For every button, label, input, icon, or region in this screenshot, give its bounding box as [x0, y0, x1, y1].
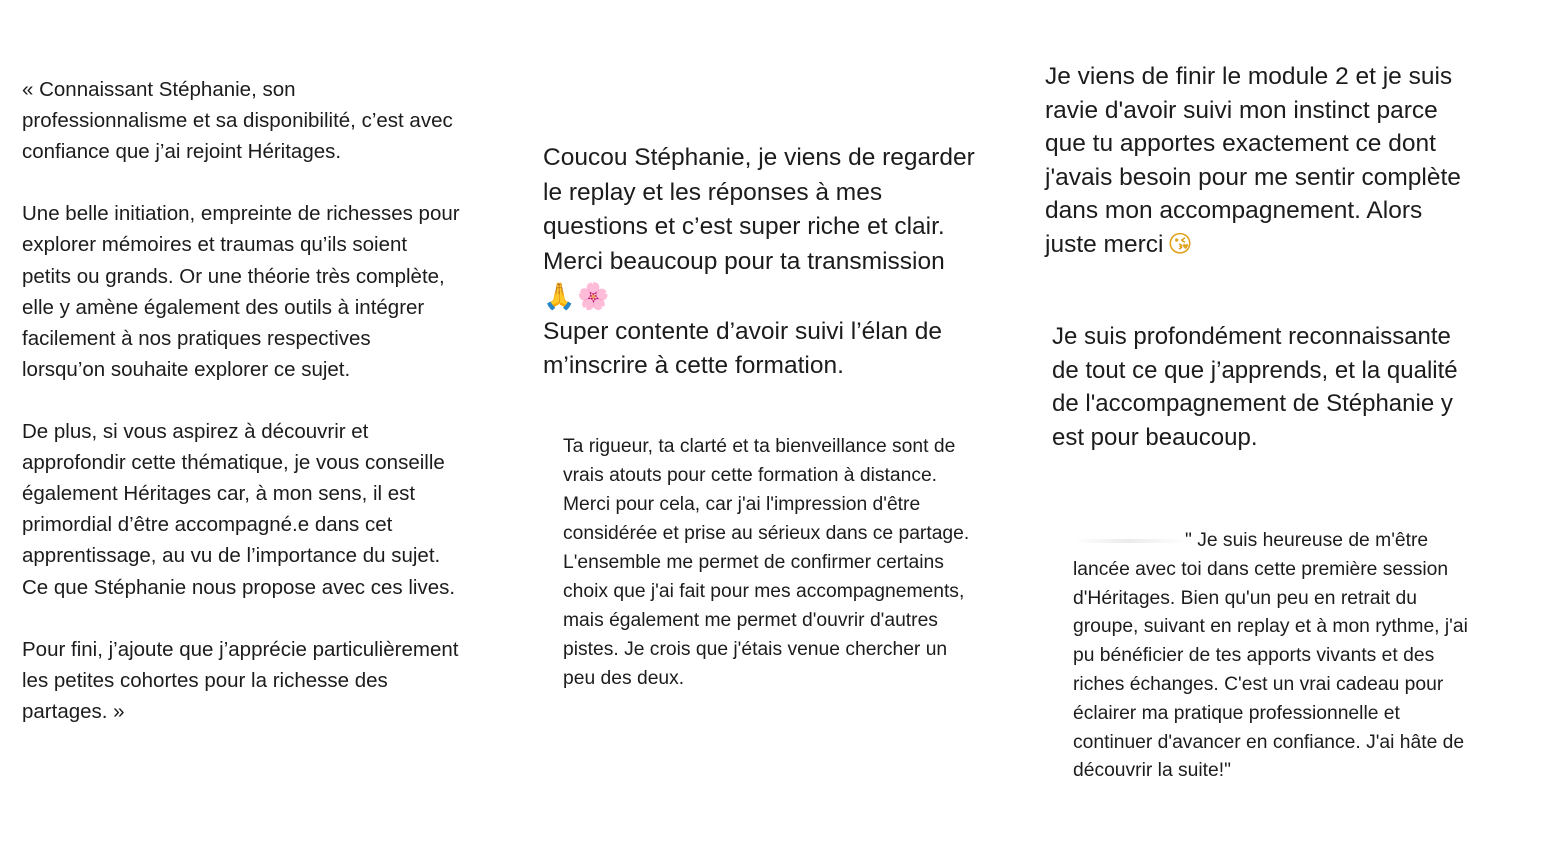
prayer-flower-icon: 🙏🌸 — [543, 281, 612, 312]
redacted-name — [1073, 539, 1185, 543]
testimonial-2-text-end: Super contente d’avoir suivi l’élan de m’inscrire à cette formation. — [543, 317, 943, 380]
testimonial-5 — [1052, 320, 1492, 454]
testimonial-1-paragraph: De plus, si vous aspirez à découvrir et approfondir cette thématique, je vous conseille également Héritages car, à mon sens, il est primordial d’être accompagné.e dans cet apprentissage, au vu de l’importance du sujet. Ce que Stéphanie nous propose avec ces lives. — [22, 420, 456, 599]
testimonial-1 — [22, 74, 512, 727]
testimonial-1-paragraph: Une belle initiation, empreinte de richesses pour explorer mémoires et traumas qu’ils soient petits ou grands. Or une théorie très complète, elle y amène également des outils à intégrer facilement à nos pratiques respectives lorsqu’on souhaite explorer ce sujet. — [22, 202, 460, 381]
testimonial-6-text — [1073, 527, 1503, 786]
testimonial-1-paragraph: Pour fini, j’ajoute que j’apprécie particulièrement les petites cohortes pour la richesse des partages. » — [22, 637, 459, 723]
testimonial-1-paragraph: « Connaissant Stéphanie, son professionnalisme et sa disponibilité, c’est avec confiance que j’ai rejoint Héritages. — [22, 78, 453, 164]
testimonial-5-text: Je suis profondément reconnaissante de tout ce que j’apprends, et la qualité de l'accompagnement de Stéphanie y est pour beaucoup. — [1052, 323, 1458, 451]
testimonial-6-body: " Je suis heureuse de m'être lancée avec toi dans cette première session d'Héritages. Bien qu'un peu en retrait du groupe, suivant en replay et à mon rythme, j'ai pu bénéficier de tes apports vivants et des riches échanges. C'est un vrai cadeau pour éclairer ma pratique professionnelle et continuer d'avancer en confiance. J'ai hâte de découvrir la suite!" — [1073, 530, 1468, 782]
testimonial-6 — [1073, 527, 1503, 786]
testimonial-4 — [1045, 60, 1515, 262]
testimonial-4-text — [1045, 60, 1515, 262]
testimonial-3 — [563, 432, 1003, 693]
testimonial-4-body: Je viens de finir le module 2 et je suis ravie d'avoir suivi mon instinct parce que tu apportes exactement ce dont j'avais besoin pour me sentir complète dans mon accompagnement. Alors juste merci — [1045, 63, 1461, 258]
kiss-face-icon: 😘 — [1167, 229, 1193, 258]
testimonial-2-text: Coucou Stéphanie, je viens de regarder le replay et les réponses à mes questions et c’est super riche et clair. Merci beaucoup pour ta transmission — [543, 144, 975, 276]
testimonial-3-text: Ta rigueur, ta clarté et ta bienveillance sont de vrais atouts pour cette formation à distance. Merci pour cela, car j'ai l'impression d'être considérée et prise au sérieux dans ce partage. L'ensemble me permet de confirmer certains choix que j'ai fait pour mes accompagnements, mais également me permet d'ouvrir d'autres pistes. Je crois que j'étais venue chercher un peu des deux. — [563, 436, 970, 689]
testimonial-2 — [543, 141, 1013, 384]
